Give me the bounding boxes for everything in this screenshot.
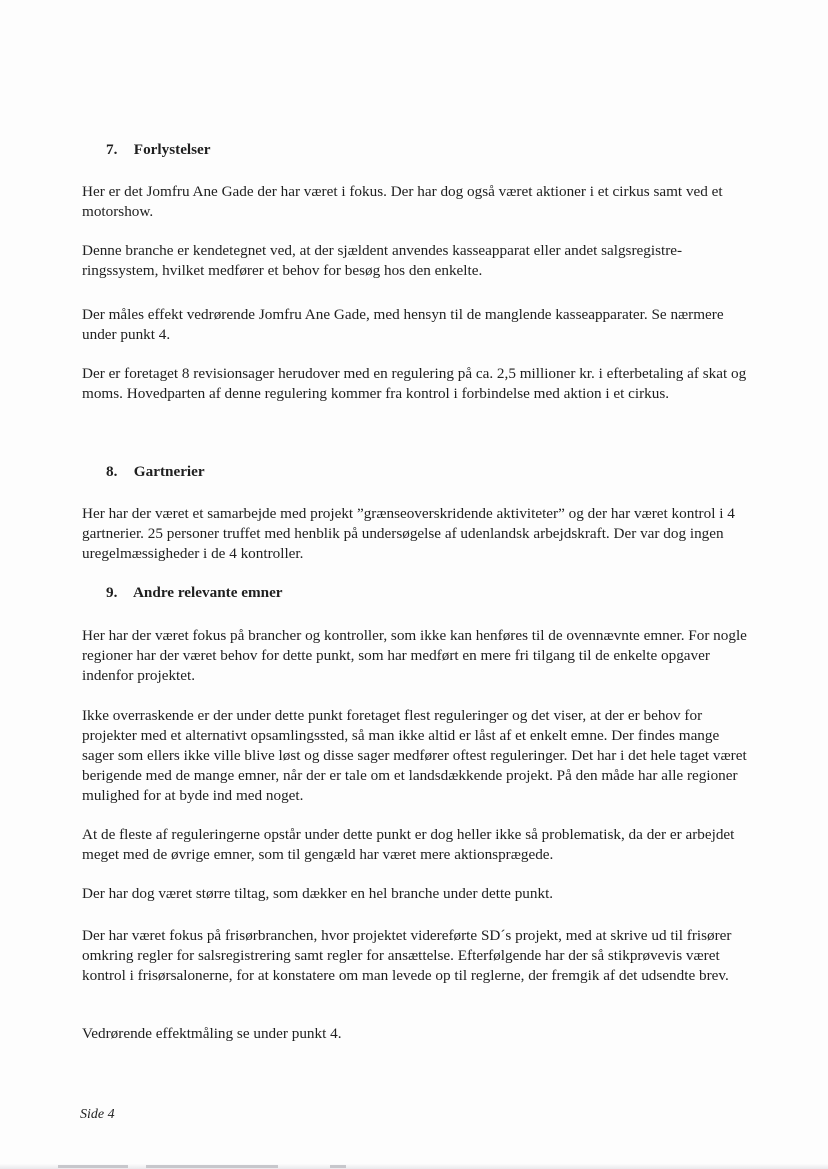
section-9-number: 9. [106,584,118,601]
scan-artifact [58,1165,128,1168]
paragraph-text: Der har været fokus på frisørbranchen, hvor projektet videreførte SD´s projekt, med at skrive ud til frisører omkring regler for salsregistrering samt regler for ansættelse. Efterfølgende har der så stikprøvevis været kontrol i frisørsalonerne, for at konstatere om man levede op til reglerne, der fremgik af det udsendte brev. [82,927,732,984]
paragraph-text: Der måles effekt vedrørende Jomfru Ane Gade, med hensyn til de manglende kasseapparater. Se nærmere under punkt 4. [82,306,724,343]
section-9-heading [106,583,283,603]
section-7-title: Forlystelser [133,141,211,158]
section-8-number: 8. [106,463,118,480]
section-8-title: Gartnerier [133,463,205,480]
paragraph-text: Vedrørende effektmåling se under punkt 4. [82,1025,342,1042]
section-7-paragraph-4 [82,364,752,404]
section-8-heading [106,462,205,482]
scan-artifact [330,1165,346,1168]
paragraph-text: Ikke overraskende er der under dette punkt foretaget flest reguleringer og det viser, at der er behov for projekter med et alternativt opsamlingssted, så man ikke altid er låst af et enkelt emne. Der findes mange sager som ellers ikke ville blive løst og disse sager medfører oftest reguleringer. Det har i det hele taget været berigende med de mange emner, når der er tale om et landsdækkende projekt. På den måde har alle regioner mulighed for at byde ind med noget. [82,707,747,804]
section-9-paragraph-4 [82,884,752,904]
page-number-footer: Side 4 [80,1107,115,1122]
scan-artifact [146,1165,278,1168]
paragraph-text: Denne branche er kendetegnet ved, at der sjældent anvendes kasseapparat eller andet salgsregistre-ringssystem, hvilket medfører et behov for besøg hos den enkelte. [82,242,683,279]
section-7-paragraph-3 [82,305,752,345]
section-9-paragraph-1 [82,626,752,686]
section-9-paragraph-2 [82,706,752,806]
paragraph-text: Her er det Jomfru Ane Gade der har været i fokus. Der har dog også været aktioner i et cirkus samt ved et motorshow. [82,183,723,220]
paragraph-text: Der har dog været større tiltag, som dækker en hel branche under dette punkt. [82,885,554,902]
section-7-paragraph-2 [82,241,752,281]
section-9-paragraph-5 [82,926,752,986]
paragraph-text: At de fleste af reguleringerne opstår under dette punkt er dog heller ikke så problematisk, da der er arbejdet meget med de øvrige emner, som til gengæld har været mere aktionsprægede. [82,826,735,863]
section-9-title: Andre relevante emner [132,584,283,601]
section-9-paragraph-3 [82,825,752,865]
section-8-paragraph-1 [82,504,752,564]
paragraph-text: Her har der været et samarbejde med projekt ”grænseoverskridende aktiviteter” og der har været kontrol i 4 gartnerier. 25 personer truffet med henblik på undersøgelse af udenlandsk arbejdskraft. Der var dog ingen uregelmæssigheder i de 4 kontroller. [82,505,735,562]
section-7-heading [106,140,211,160]
section-7-number: 7. [106,141,118,158]
paragraph-text: Der er foretaget 8 revisionsager herudover med en regulering på ca. 2,5 millioner kr. i efterbetaling af skat og moms. Hovedparten af denne regulering kommer fra kontrol i forbindelse med aktion i et cirkus. [82,365,747,402]
section-9-paragraph-6 [82,1024,752,1044]
paragraph-text: Her har der været fokus på brancher og kontroller, som ikke kan henføres til de ovennævnte emner. For nogle regioner har der været behov for dette punkt, som har medført en mere fri tilgang til de enkelte opgaver indenfor projektet. [82,627,747,684]
section-7-paragraph-1 [82,182,752,222]
